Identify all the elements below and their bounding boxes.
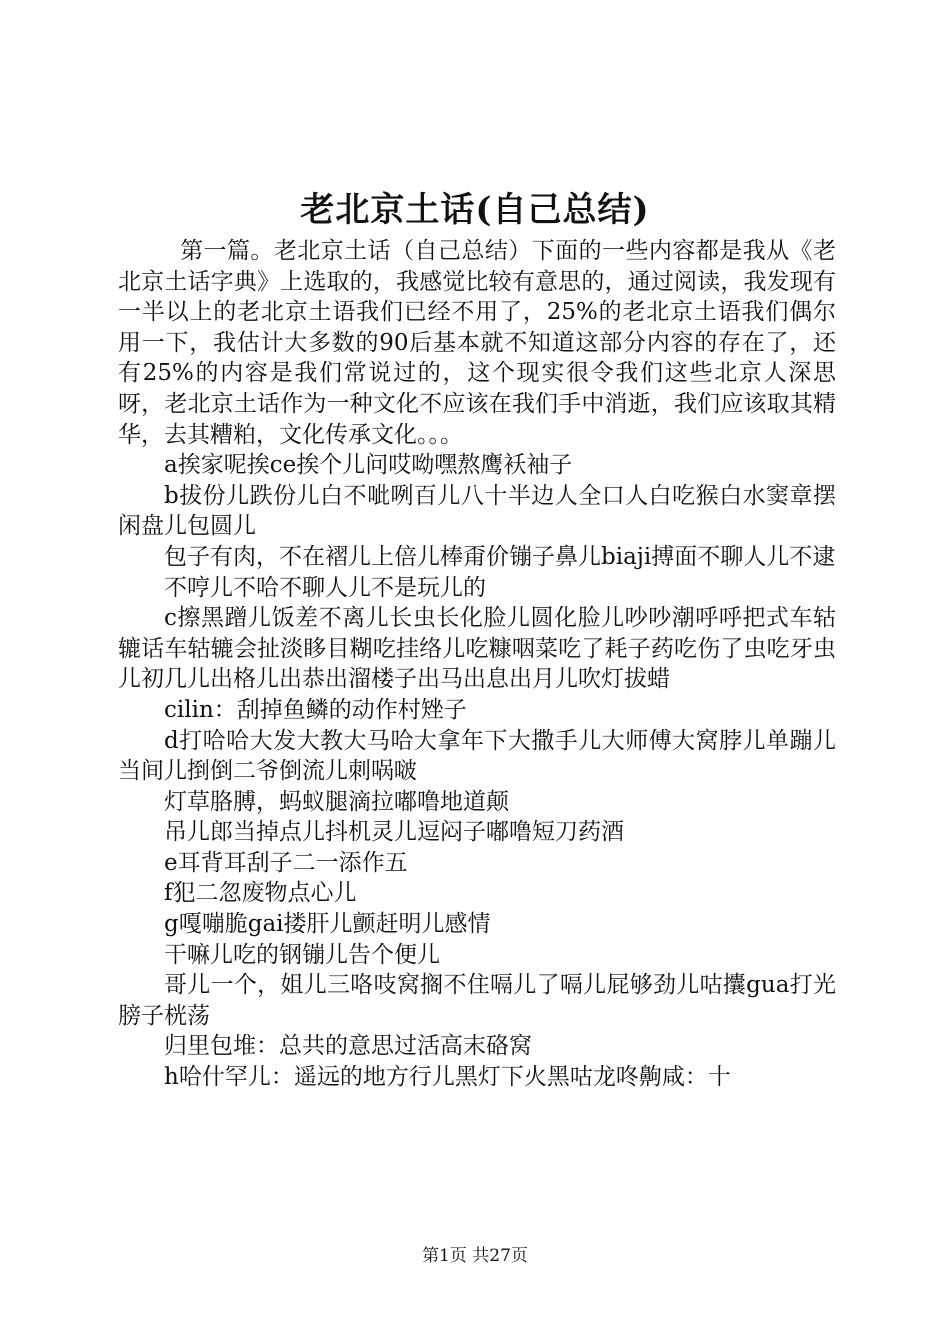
paragraph-intro: 第一篇。老北京土话（自己总结）下面的一些内容都是我从《老北京土话字典》上选取的，我感觉比较有意思的，通过阅读，我发现有一半以上的老北京土语我们已经不用了，25%的老北京土语我们偶尔用一下，我估计大多数的90后基本就不知道这部分内容的存在了，还有25%的内容是我们常说过的，这个现实很令我们这些北京人深思呀，老北京土话作为一种文化不应该在我们手中消逝，我们应该取其精华，去其糟粕，文化传承文化。。。	[118, 238, 836, 448]
paragraph-d: d打哈哈大发大教大马哈大拿年下大撒手儿大师傅大窝脖儿单蹦儿当间儿捯倒二爷倒流儿刺㖞啵	[118, 727, 836, 785]
paragraph-d-cont2: 吊儿郎当掉点儿抖机灵儿逗闷子嘟噜短刀药酒	[164, 819, 624, 846]
paragraph-b-cont2: 不哼儿不哈不聊人儿不是玩儿的	[164, 574, 486, 601]
paragraph-cilin: cilin：刮掉鱼鳞的动作村矬子	[164, 696, 467, 723]
paragraph-g-cont: 干嘛儿吃的钢镚儿告个便儿	[164, 941, 440, 968]
paragraph-g-cont2: 哥儿一个，姐儿三咯吱窝搁不住嗝儿了嗝儿屁够劲儿咕攮gua打光膀子桄荡	[118, 972, 836, 1029]
paragraph-h: h哈什罕儿：遥远的地方行儿黑灯下火黑咕龙咚齁咸：十	[164, 1064, 731, 1091]
paragraph-b-cont: 包子有肉，不在褶儿上倍儿棒甭价镚子鼻儿biaji搏面不聊人儿不逮	[164, 543, 836, 570]
page-footer: 第1页 共27页	[422, 1246, 528, 1266]
paragraph-e: e耳背耳刮子二一添作五	[164, 849, 408, 876]
document-title: 老北京土话(自己总结)	[300, 190, 650, 230]
paragraph-f: f犯二忽废物点心儿	[164, 880, 357, 907]
paragraph-b: b拔份儿跌份儿白不呲咧百儿八十半边人全口人白吃猴白水窦章摆闲盘儿包圆儿	[118, 482, 836, 540]
paragraph-c: c擦黑蹭儿饭差不离儿长虫长化脸儿圆化脸儿吵吵潮呼呼把式车轱辘话车轱辘会扯淡眵目糊吃挂络儿吃糠咽菜吃了耗子药吃伤了虫吃牙虫儿初几儿出格儿出恭出溜楼子出马出息出月儿吹灯拔蜡	[118, 605, 836, 693]
paragraph-g-cont3: 归里包堆：总共的意思过活高末硌窝	[164, 1033, 532, 1060]
document-body	[118, 236, 836, 1093]
paragraph-d-cont: 灯草胳膊，蚂蚁腿滴拉嘟噜地道颠	[164, 788, 509, 815]
paragraph-a: a挨家呢挨ce挨个儿问哎呦嘿熬鹰袄袖子	[164, 452, 573, 479]
paragraph-g: g嘎嘣脆gai搂肝儿颤赶明儿感情	[164, 911, 491, 938]
